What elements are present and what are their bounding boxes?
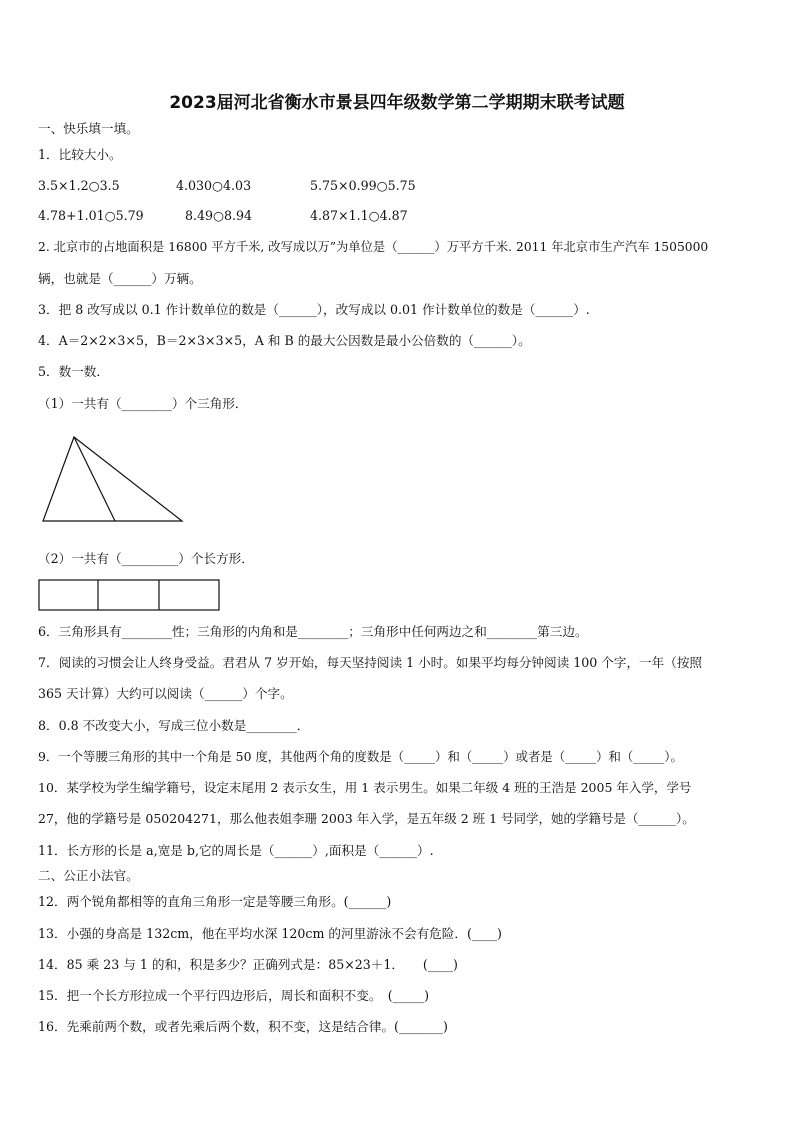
q1-item-1: 3.5×1.2○3.5 bbox=[38, 178, 120, 193]
question-8: 8．0.8 不改变大小，写成三位小数是________． bbox=[38, 718, 310, 733]
question-7-line-2: 365 天计算）大约可以阅读（______）个字。 bbox=[38, 686, 293, 701]
triangle-figure bbox=[40, 434, 186, 524]
question-5-part-2: （2）一共有（_________）个长方形． bbox=[38, 551, 254, 566]
question-13: 13．小强的身高是 132cm，他在平均水深 120cm 的河里游泳不会有危险．(____) bbox=[38, 926, 502, 941]
question-16: 16．先乘前两个数，或者先乘后两个数，积不变，这是结合律。(_______) bbox=[38, 1019, 448, 1034]
q1-item-3: 5.75×0.99○5.75 bbox=[310, 178, 416, 193]
question-14: 14．85 乘 23 与 1 的和，积是多少？正确列式是：85×23＋1． (____) bbox=[38, 957, 458, 972]
question-2-line-1: 2. 北京市的占地面积是 16800 平方千米, 改写成以万”为单位是（______）万平方千米. 2011 年北京市生产汽车 1505000 bbox=[38, 240, 709, 254]
question-5-part-1: （1）一共有（________）个三角形． bbox=[38, 396, 248, 411]
question-3: 3．把 8 改写成以 0.1 作计数单位的数是（______），改写成以 0.01 作计数单位的数是（______）. bbox=[38, 302, 590, 317]
triangle-divider bbox=[74, 437, 115, 521]
outer-rectangle bbox=[39, 580, 219, 610]
question-12: 12．两个锐角都相等的直角三角形一定是等腰三角形。(______) bbox=[38, 894, 392, 909]
question-6: 6．三角形具有________性；三角形的内角和是________；三角形中任何两边之和________第三边。 bbox=[38, 624, 588, 639]
question-4: 4．A＝2×2×3×5，B＝2×3×3×5，A 和 B 的最大公因数是最小公倍数的（______）。 bbox=[38, 333, 531, 348]
section-2-heading: 二、公正小法官。 bbox=[38, 868, 139, 883]
q1-item-5: 8.49○8.94 bbox=[185, 208, 253, 223]
question-10-line-2: 27，他的学籍号是 050204271，那么他表姐李珊 2003 年入学，是五年级 2 班 1 号同学，她的学籍号是（______）。 bbox=[38, 811, 695, 826]
question-5: 5．数一数． bbox=[38, 364, 109, 379]
question-15: 15．把一个长方形拉成一个平行四边形后，周长和面积不变。 (_____) bbox=[38, 988, 430, 1003]
q1-item-4: 4.78+1.01○5.79 bbox=[38, 208, 144, 223]
question-10-line-1: 10．某学校为学生编学籍号，设定末尾用 2 表示女生，用 1 表示男生。如果二年级 4 班的王浩是 2005 年入学，学号 bbox=[38, 780, 692, 795]
page-title: 2023届河北省衡水市景县四年级数学第二学期期末联考试题 bbox=[169, 93, 625, 113]
section-1-heading: 一、快乐填一填。 bbox=[38, 121, 139, 136]
question-11: 11．长方形的长是 a,宽是 b,它的周长是（______）,面积是（______）. bbox=[38, 843, 434, 858]
question-7-line-1: 7．阅读的习惯会让人终身受益。君君从 7 岁开始，每天坚持阅读 1 小时。如果平均每分钟阅读 100 个字，一年（按照 bbox=[38, 655, 703, 670]
q1-item-6: 4.87×1.1○4.87 bbox=[310, 208, 408, 223]
question-1: 1．比较大小。 bbox=[38, 147, 122, 162]
rectangle-strip-figure bbox=[38, 579, 222, 612]
question-9: 9．一个等腰三角形的其中一个角是 50 度，其他两个角的度数是（_____）和（_____）或者是（_____）和（_____）。 bbox=[38, 749, 683, 764]
outer-triangle bbox=[43, 437, 182, 521]
question-2-line-2: 辆，也就是（______）万辆。 bbox=[38, 271, 202, 286]
q1-item-2: 4.030○4.03 bbox=[176, 178, 252, 193]
